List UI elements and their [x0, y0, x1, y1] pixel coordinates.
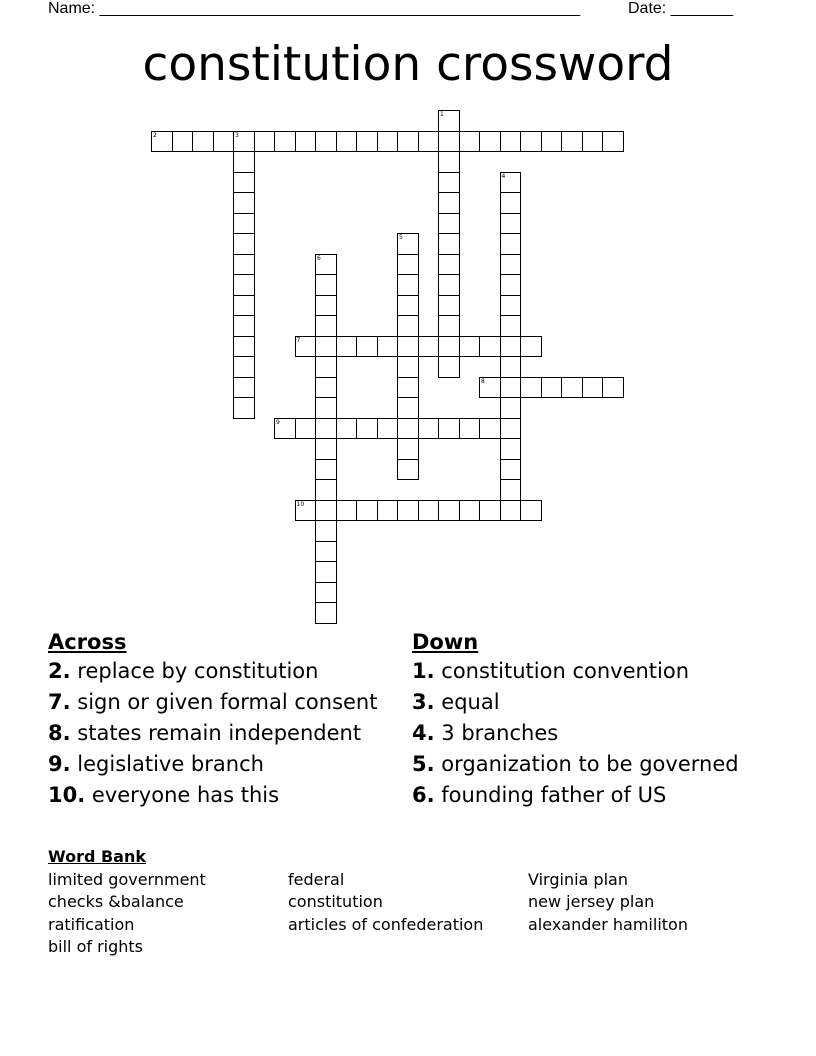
crossword-cell[interactable] — [315, 356, 337, 378]
crossword-cell[interactable] — [500, 377, 522, 399]
crossword-cell[interactable] — [315, 295, 337, 317]
crossword-cell[interactable] — [336, 500, 358, 522]
clue-text: founding father of US — [441, 783, 667, 807]
clue-text: legislative branch — [77, 752, 264, 776]
crossword-cell[interactable] — [438, 295, 460, 317]
crossword-cell[interactable] — [479, 336, 501, 358]
word-bank-item: limited government — [48, 869, 206, 889]
crossword-cell[interactable] — [377, 418, 399, 440]
crossword-cell[interactable] — [233, 131, 255, 153]
clue-number: 3. — [412, 690, 435, 714]
crossword-cell[interactable] — [172, 131, 194, 153]
crossword-cell[interactable] — [438, 233, 460, 255]
crossword-cell[interactable] — [397, 336, 419, 358]
clue-down-6 — [412, 783, 772, 807]
crossword-cell[interactable] — [315, 397, 337, 419]
crossword-cell[interactable] — [438, 192, 460, 214]
crossword-cell[interactable] — [356, 336, 378, 358]
crossword-cell[interactable] — [336, 131, 358, 153]
word-bank-heading: Word Bank — [48, 847, 147, 866]
clue-number: 4. — [412, 721, 435, 745]
crossword-cell[interactable] — [233, 377, 255, 399]
crossword-cell[interactable] — [520, 131, 542, 153]
crossword-cell[interactable] — [315, 479, 337, 501]
clue-text: everyone has this — [91, 783, 280, 807]
crossword-cell[interactable] — [233, 172, 255, 194]
crossword-cell[interactable] — [192, 131, 214, 153]
word-bank-item: federal — [288, 869, 345, 889]
word-bank-item: alexander hamiliton — [528, 914, 688, 934]
crossword-cell[interactable] — [397, 356, 419, 378]
crossword-cell[interactable] — [397, 459, 419, 481]
clue-text: 3 branches — [441, 721, 559, 745]
crossword-cell[interactable] — [254, 131, 276, 153]
crossword-cell[interactable] — [233, 315, 255, 337]
clue-across-2 — [48, 659, 398, 683]
crossword-cell[interactable] — [336, 418, 358, 440]
clue-number: 7. — [48, 690, 71, 714]
crossword-cell[interactable] — [315, 274, 337, 296]
crossword-cell[interactable] — [233, 274, 255, 296]
crossword-cell[interactable] — [295, 336, 317, 358]
across-heading: Across — [48, 630, 127, 654]
crossword-cell[interactable] — [315, 541, 337, 563]
crossword-cell[interactable] — [500, 254, 522, 276]
crossword-cell[interactable] — [315, 459, 337, 481]
cell-number: 9 — [276, 418, 280, 426]
clue-number: 8. — [48, 721, 71, 745]
crossword-cell[interactable] — [397, 377, 419, 399]
crossword-cell[interactable] — [500, 295, 522, 317]
word-bank-item: bill of rights — [48, 937, 144, 956]
crossword-cell[interactable] — [602, 131, 624, 153]
crossword-cell[interactable] — [397, 397, 419, 419]
word-bank-item: Virginia plan — [528, 869, 628, 889]
crossword-cell[interactable] — [233, 336, 255, 358]
crossword-cell[interactable] — [356, 131, 378, 153]
crossword-cell[interactable] — [295, 500, 317, 522]
crossword-cell[interactable] — [356, 500, 378, 522]
crossword-cell[interactable] — [500, 336, 522, 358]
crossword-cell[interactable] — [438, 254, 460, 276]
clue-across-7 — [48, 690, 398, 714]
crossword-cell[interactable] — [438, 110, 460, 132]
cell-number: 10 — [296, 500, 305, 508]
crossword-cell[interactable] — [315, 561, 337, 583]
crossword-cell[interactable] — [397, 131, 419, 153]
crossword-cell[interactable] — [459, 336, 481, 358]
crossword-cell[interactable] — [274, 131, 296, 153]
crossword-cell[interactable] — [397, 274, 419, 296]
cell-number: 1 — [440, 111, 444, 118]
crossword-cell[interactable] — [561, 377, 583, 399]
crossword-cell[interactable] — [438, 213, 460, 235]
crossword-cell[interactable] — [500, 192, 522, 214]
clue-text: replace by constitution — [77, 659, 319, 683]
crossword-cell[interactable] — [438, 131, 460, 153]
crossword-cell[interactable] — [295, 131, 317, 153]
crossword-cell[interactable] — [315, 582, 337, 604]
clue-across-8 — [48, 721, 398, 745]
clue-text: sign or given formal consent — [77, 690, 378, 714]
crossword-cell[interactable] — [315, 377, 337, 399]
crossword-cell[interactable] — [397, 500, 419, 522]
crossword-cell[interactable] — [520, 336, 542, 358]
word-bank — [48, 846, 768, 959]
crossword-cell[interactable] — [541, 131, 563, 153]
crossword-cell[interactable] — [233, 192, 255, 214]
crossword-cell[interactable] — [233, 356, 255, 378]
crossword-cell[interactable] — [438, 151, 460, 173]
crossword-cell[interactable] — [438, 336, 460, 358]
clue-number: 6. — [412, 783, 435, 807]
clue-down-3 — [412, 690, 772, 714]
crossword-cell[interactable] — [438, 418, 460, 440]
crossword-cell[interactable] — [397, 254, 419, 276]
crossword-cell[interactable] — [377, 131, 399, 153]
crossword-cell[interactable] — [233, 213, 255, 235]
crossword-cell[interactable] — [438, 356, 460, 378]
crossword-cell[interactable] — [418, 336, 440, 358]
name-field[interactable]: Name: ______________________________________________________ — [48, 0, 581, 17]
crossword-cell[interactable] — [233, 295, 255, 317]
clue-number: 10. — [48, 783, 86, 807]
crossword-cell[interactable] — [397, 315, 419, 337]
word-bank-item: articles of confederation — [288, 914, 484, 934]
crossword-cell[interactable] — [438, 274, 460, 296]
crossword-cell[interactable] — [315, 500, 337, 522]
cell-number: 3 — [235, 131, 239, 139]
crossword-cell[interactable] — [500, 397, 522, 419]
cell-number: 8 — [481, 377, 485, 385]
crossword-cell[interactable] — [315, 602, 337, 624]
across-clues — [48, 630, 398, 814]
crossword-cell[interactable] — [438, 500, 460, 522]
crossword-cell[interactable] — [500, 233, 522, 255]
crossword-cell[interactable] — [500, 479, 522, 501]
crossword-cell[interactable] — [397, 438, 419, 460]
crossword-cell[interactable] — [500, 500, 522, 522]
crossword-cell[interactable] — [315, 418, 337, 440]
crossword-cell[interactable] — [315, 520, 337, 542]
date-field[interactable]: Date: _______ — [628, 0, 733, 17]
crossword-cell[interactable] — [459, 418, 481, 440]
clue-down-1 — [412, 659, 772, 683]
crossword-cell[interactable] — [233, 397, 255, 419]
crossword-cell[interactable] — [500, 438, 522, 460]
crossword-cell[interactable] — [315, 336, 337, 358]
cell-number: 5 — [399, 234, 403, 241]
crossword-cell[interactable] — [315, 131, 337, 153]
crossword-cell[interactable] — [561, 131, 583, 153]
clue-number: 5. — [412, 752, 435, 776]
crossword-cell[interactable] — [438, 315, 460, 337]
crossword-cell[interactable] — [438, 172, 460, 194]
crossword-cell[interactable] — [315, 254, 337, 276]
crossword-cell[interactable] — [336, 336, 358, 358]
down-heading: Down — [412, 630, 479, 654]
crossword-cell[interactable] — [377, 336, 399, 358]
word-bank-item: constitution — [288, 892, 383, 911]
crossword-cell[interactable] — [274, 418, 296, 440]
crossword-cell[interactable] — [397, 233, 419, 255]
crossword-cell[interactable] — [582, 131, 604, 153]
crossword-cell[interactable] — [500, 213, 522, 235]
clue-number: 1. — [412, 659, 435, 683]
clue-down-4 — [412, 721, 772, 745]
word-bank-item: new jersey plan — [528, 892, 655, 911]
crossword-cell[interactable] — [500, 356, 522, 378]
crossword-cell[interactable] — [459, 131, 481, 153]
crossword-cell[interactable] — [479, 377, 501, 399]
crossword-cell[interactable] — [233, 151, 255, 173]
clue-text: states remain independent — [77, 721, 362, 745]
clue-across-10 — [48, 783, 398, 807]
clue-down-5 — [412, 752, 772, 776]
crossword-cell[interactable] — [479, 418, 501, 440]
clue-number: 2. — [48, 659, 71, 683]
crossword-cell[interactable] — [418, 418, 440, 440]
crossword-cell[interactable] — [459, 500, 481, 522]
crossword-cell[interactable] — [479, 500, 501, 522]
crossword-cell[interactable] — [602, 377, 624, 399]
crossword-cell[interactable] — [397, 295, 419, 317]
crossword-cell[interactable] — [315, 438, 337, 460]
crossword-cell[interactable] — [500, 274, 522, 296]
crossword-cell[interactable] — [295, 418, 317, 440]
cell-number: 6 — [317, 254, 321, 262]
crossword-cell[interactable] — [418, 500, 440, 522]
word-bank-item: checks &balance — [48, 892, 184, 911]
crossword-cell[interactable] — [500, 315, 522, 337]
crossword-cell[interactable] — [520, 377, 542, 399]
down-clues — [412, 630, 772, 814]
crossword-cell[interactable] — [500, 418, 522, 440]
crossword-cell[interactable] — [500, 131, 522, 153]
crossword-cell[interactable] — [500, 172, 522, 194]
page-title: constitution crossword — [142, 37, 674, 92]
clue-text: organization to be governed — [441, 752, 739, 776]
crossword-cell[interactable] — [315, 315, 337, 337]
crossword-cell[interactable] — [582, 377, 604, 399]
crossword-cell[interactable] — [377, 500, 399, 522]
word-bank-item: ratification — [48, 914, 135, 934]
crossword-cell[interactable] — [418, 131, 440, 153]
crossword-cell[interactable] — [541, 377, 563, 399]
crossword-cell[interactable] — [500, 459, 522, 481]
clue-text: equal — [441, 690, 500, 714]
crossword-cell[interactable] — [233, 233, 255, 255]
crossword-cell[interactable] — [520, 500, 542, 522]
clue-number: 9. — [48, 752, 71, 776]
clue-text: constitution convention — [441, 659, 690, 683]
crossword-cell[interactable] — [356, 418, 378, 440]
cell-number: 2 — [153, 131, 157, 139]
crossword-cell[interactable] — [397, 418, 419, 440]
cell-number: 4 — [501, 172, 506, 180]
crossword-cell[interactable] — [479, 131, 501, 153]
clue-across-9 — [48, 752, 398, 776]
cell-number: 7 — [296, 336, 301, 344]
crossword-cell[interactable] — [213, 131, 235, 153]
crossword-cell[interactable] — [233, 254, 255, 276]
crossword-cell[interactable] — [151, 131, 173, 153]
